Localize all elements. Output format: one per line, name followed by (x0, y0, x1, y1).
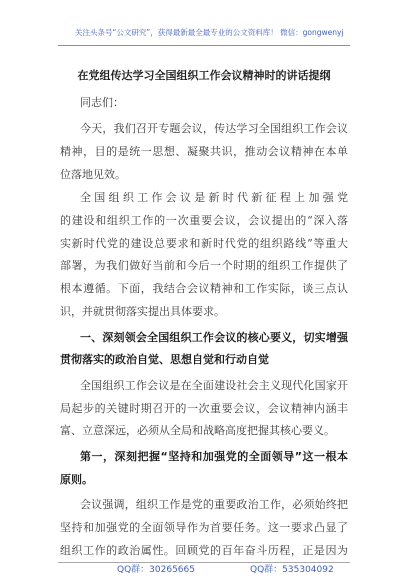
footer-divider-line (58, 562, 350, 563)
heading-line: 贯彻落实的政治自觉、思想自觉和行动自觉 (60, 353, 269, 367)
text-line: 坚持和加强党的全面领导作为首要任务。这一要求凸显了 (60, 521, 348, 535)
heading-line: 一、深刻领会全国组织工作会议的核心要义，切实增强 (80, 330, 348, 344)
footer-qq-group-2: QQ群：535304092 (250, 565, 334, 575)
text-line: 富、立意深远，必须从全局和战略高度把握其核心要义。 (60, 424, 335, 438)
text-line: 今天，我们召开专题会议，传达学习全国组织工作会议 (80, 122, 348, 136)
text-line: 的建设和组织工作的一次重要会议，会议提出的“深入落 (60, 214, 348, 228)
paragraph (60, 187, 348, 323)
subsection-heading (60, 446, 348, 491)
text-line: 实新时代党的建设总要求和新时代党的组织路线”等重大 (60, 236, 348, 250)
section-heading (60, 327, 348, 372)
text-line: 识，并就贯彻落实提出具体要求。 (60, 304, 225, 318)
document-title: 在党组传达学习全国组织工作会议精神时的讲话提纲 (77, 69, 331, 82)
header-banner: 关注头条号“公文研究”，获得最新最全最专业的公文资料库！ 微信：gongwenyj (75, 28, 344, 37)
text-line: 会议强调，组织工作是党的重要政治工作，必须始终把 (80, 498, 348, 512)
heading-line: 第一，深刻把握“坚持和加强党的全面领导”这一根本 (80, 449, 348, 463)
paragraph (60, 494, 348, 562)
text-line: 全国组织工作会议是在全面建设社会主义现代化国家开 (80, 378, 348, 392)
text-line: 位落地见效。 (60, 167, 126, 181)
heading-line: 原则。 (60, 472, 93, 486)
text-line: 全国组织工作会议是新时代新征程上加强党 (80, 191, 348, 205)
header-divider-line (58, 45, 350, 46)
greeting: 同志们： (80, 95, 124, 109)
paragraph (60, 118, 348, 186)
document-body (60, 92, 348, 563)
text-line: 精神，目的是统一思想、凝聚共识，推动会议精神在本单 (60, 145, 348, 159)
paragraph (60, 375, 348, 443)
text-line: 组织工作的政治属性。回顾党的百年奋斗历程，正是因为 (60, 543, 348, 557)
footer-qq-group-1: QQ群：30265665 (117, 565, 195, 575)
text-line: 根本遵循。下面，我结合会议精神和工作实际，谈三点认 (60, 282, 348, 296)
text-line: 局起步的关键时期召开的一次重要会议，会议精神内涵丰 (60, 401, 348, 415)
text-line: 部署，为我们做好当前和今后一个时期的组织工作提供了 (60, 259, 348, 273)
